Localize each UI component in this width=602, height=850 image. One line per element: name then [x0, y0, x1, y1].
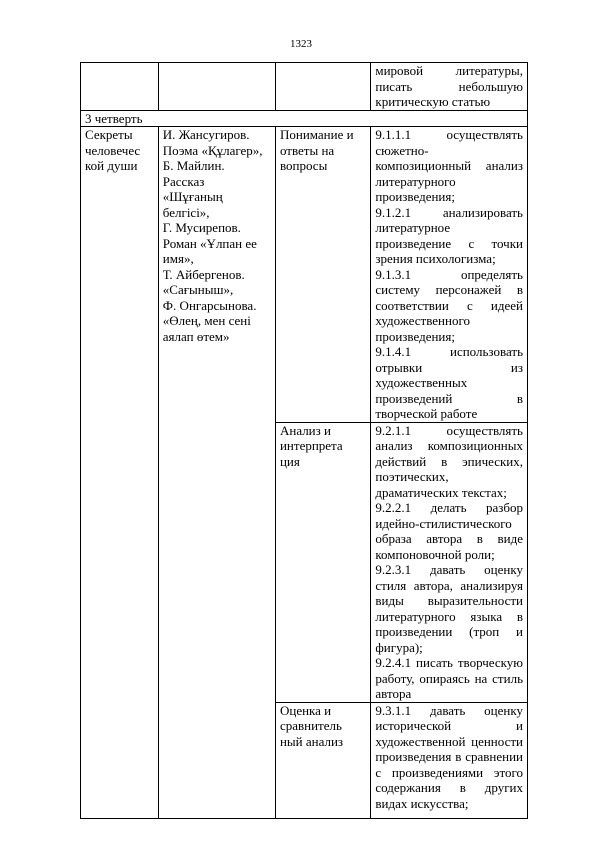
quarter-row: [81, 110, 528, 127]
works-cell: [158, 127, 275, 819]
learning-goal: 9.2.1.1 осуществлять анализ композиционных действий в эпических, поэтических, драматических текстах;: [375, 422, 523, 500]
skill-label-cell: [275, 422, 370, 702]
theme-line: Секреты: [85, 127, 133, 142]
learning-goal: 9.2.2.1 делать разбор идейно-стилистического образа автора в виде компоновочной роли;: [375, 500, 523, 562]
skill-label-line: Оценка и: [279, 702, 332, 718]
goals-cell: [371, 702, 528, 818]
learning-goal: 9.1.3.1 определять систему персонажей в соответствии с идеей художественного произведения;: [375, 266, 523, 344]
continuation-row: [81, 63, 528, 111]
goals-cell: [371, 127, 528, 423]
learning-goal: 9.1.2.1 анализировать литературное произведение с точки зрения психологизма;: [375, 204, 523, 266]
skill-label-line: вопросы: [279, 158, 328, 173]
skill-label-line: ный анализ: [279, 733, 344, 749]
goal-cell: [371, 63, 528, 111]
learning-goal: 9.2.4.1 писать творческую работу, опираясь на стиль автора: [375, 655, 523, 701]
skill-label-cell: [275, 702, 370, 818]
empty-cell: [275, 63, 370, 111]
works-line: Б. Майлин.: [162, 158, 225, 173]
works-line: Г. Мусирепов.: [162, 220, 241, 235]
works-line: И. Жансугиров.: [162, 127, 250, 142]
works-line: белгісі»,: [162, 204, 210, 220]
skill-label-line: Анализ и: [279, 422, 331, 438]
skill-label-line: ция: [279, 453, 300, 469]
curriculum-table: [80, 62, 528, 819]
theme-line: человечес: [85, 142, 141, 158]
quarter-label: 3 четверть: [81, 110, 528, 127]
empty-cell: [158, 63, 275, 111]
works-line: «Шұғаның: [162, 189, 223, 204]
skill-row: [81, 127, 528, 423]
works-line: «Сағыныш»,: [162, 282, 234, 297]
empty-cell: [81, 63, 159, 111]
goals-cell: [371, 422, 528, 702]
works-line: Поэма «Құлагер»,: [162, 142, 263, 158]
theme-cell: [81, 127, 159, 819]
works-line: Роман «Ұлпан ее: [162, 235, 257, 251]
works-line: Ф. Онгарсынова.: [162, 297, 257, 313]
works-line: «Өлең, мен сені: [162, 313, 251, 328]
skill-label-line: Понимание и: [279, 127, 354, 142]
works-line: Рассказ: [162, 173, 205, 189]
goal-text: мировой литературы, писать небольшую критическую статью: [375, 63, 523, 109]
works-line: Т. Айбергенов.: [162, 266, 245, 282]
theme-line: кой души: [85, 158, 138, 173]
learning-goal: 9.1.4.1 использовать отрывки из художественных произведений в творческой работе: [375, 344, 523, 421]
skill-label-line: интерпрета: [279, 438, 343, 453]
learning-goal: 9.2.3.1 давать оценку стиля автора, анализируя виды выразительности литературного языка в произведении (троп и фигура);: [375, 562, 523, 655]
learning-goal: 9.3.1.1 давать оценку исторической и художественной ценности произведения в сравнении с произведениями этого содержания в других видах искусства;: [375, 702, 523, 811]
skill-label-line: сравнитель: [279, 718, 342, 733]
learning-goal: 9.1.1.1 осуществлять сюжетно-композиционный анализ литературного произведения;: [375, 127, 523, 204]
skill-label-cell: [275, 127, 370, 423]
skill-label-line: ответы на: [279, 142, 335, 158]
works-line: аялап өтем»: [162, 328, 230, 344]
page-number: 1323: [290, 38, 312, 50]
works-line: имя»,: [162, 251, 194, 266]
